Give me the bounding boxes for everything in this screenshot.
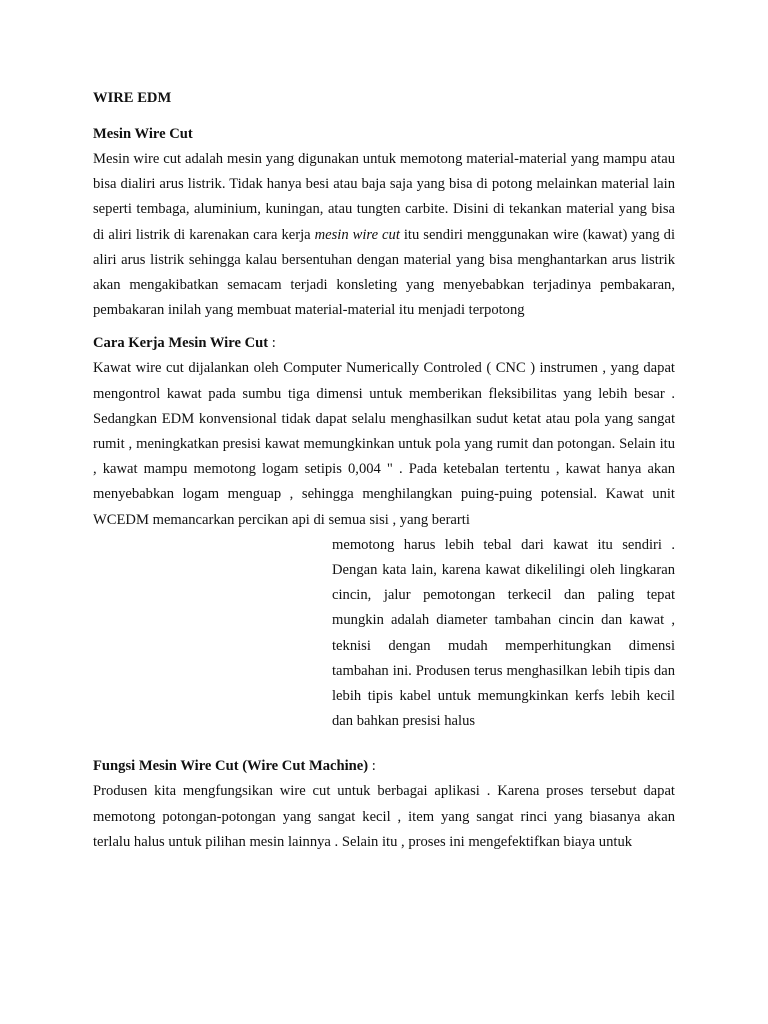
document-title: WIRE EDM	[93, 90, 172, 106]
paragraph-text: Mesin wire cut adalah mesin yang digunakan untuk memotong material-material yang mampu atau bisa dialiri arus listrik. Tidak hanya besi atau baja saja yang bisa di potong melainkan material lain seperti tembaga, aluminium, kuningan, atau tungten carbite. Disini di tekankan material yang bisa di aliri listrik di karenakan cara kerja	[93, 151, 675, 243]
paragraph-text: itu sendiri menggunakan wire (kawat) yang di aliri arus listrik sehingga kalau bersentuhan dengan material yang bisa menghantarkan arus listrik akan mengakibatkan semacam terjadi konsleting yang menyebabkan terjadinya pembakaran, pembakaran inilah yang membuat material-material itu menjadi terpotong	[93, 226, 676, 319]
section-paragraph-fungsi: Produsen kita mengfungsikan wire cut untuk berbagai aplikasi . Karena proses tersebut dapat memotong potongan-potongan yang sangat kecil , item yang sangat rinci yang biasanya akan terlalu halus untuk pilihan mesin lainnya . Selain itu , proses ini mengefektifkan biaya untuk	[93, 783, 675, 850]
section-heading-cara-kerja	[93, 331, 675, 356]
section-paragraph-cara-kerja: Kawat wire cut dijalankan oleh Computer Numerically Controled ( CNC ) instrumen , yang dapat mengontrol kawat pada sumbu tiga dimensi untuk memberikan fleksibilitas yang lebih besar . Sedangkan EDM konvensional tidak dapat selalu menghasilkan sudut ketat atau pola yang sangat rumit , meningkatkan presisi kawat memungkinkan untuk pola yang rumit dan potongan. Selain itu , kawat mampu memotong logam setipis 0,004 " . Pada ketebalan tertentu , kawat hanya akan menyebabkan logam menguap , sehingga menghilangkan puing-puing potensial. Kawat unit WCEDM memancarkan percikan api di semua sisi , yang berarti	[93, 360, 675, 528]
document-page	[93, 86, 675, 855]
heading-suffix: :	[368, 758, 376, 775]
section-paragraph-mesin-wire-cut	[93, 147, 675, 323]
section-heading-fungsi	[93, 754, 675, 779]
section-heading-mesin-wire-cut: Mesin Wire Cut	[93, 126, 193, 142]
heading-text: Cara Kerja Mesin Wire Cut	[93, 335, 269, 352]
heading-text: Fungsi Mesin Wire Cut (Wire Cut Machine)	[93, 758, 369, 775]
section-paragraph-cara-kerja-indented: memotong harus lebih tebal dari kawat itu sendiri . Dengan kata lain, karena kawat dikelilingi oleh lingkaran cincin, jalur pemotongan terkecil dan paling tepat mungkin adalah diameter tambahan cincin dan kawat , teknisi dengan mudah memperhitungkan dimensi tambahan ini. Produsen terus menghasilkan lebih tipis dan lebih tipis kabel untuk memungkinkan kerfs lebih kecil dan bahkan presisi halus	[332, 536, 675, 730]
heading-suffix: :	[268, 335, 276, 352]
italic-term: mesin wire cut	[314, 226, 400, 243]
